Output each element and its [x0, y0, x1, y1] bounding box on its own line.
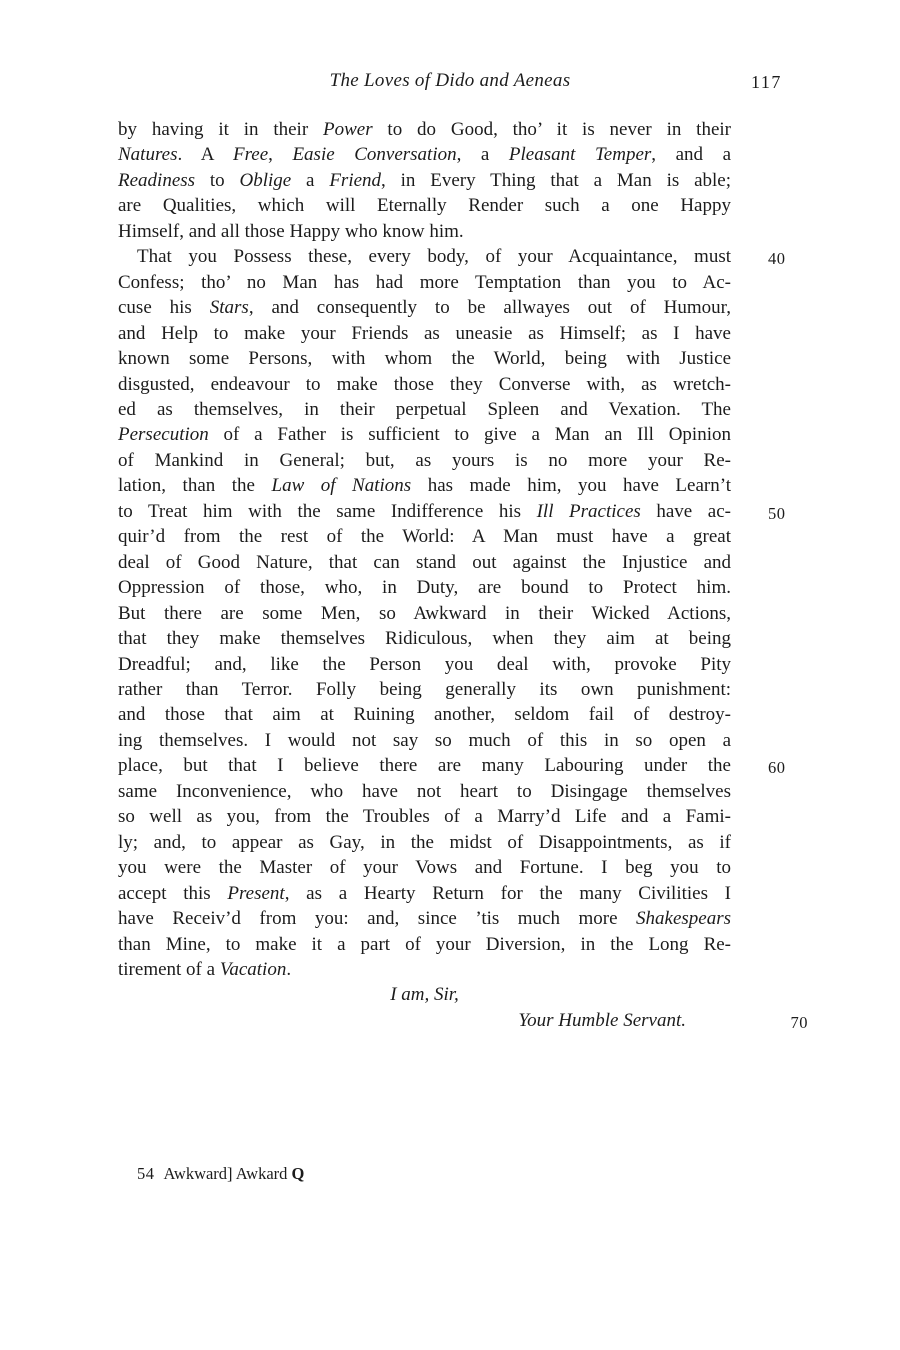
text-run: of Mankind in General; but, as yours is no more your Re- [118, 449, 731, 471]
text-line [118, 219, 731, 244]
textual-note-siglum: Q [291, 1164, 305, 1183]
text-run: quir’d from the rest of the World: A Man must have a great [118, 526, 731, 548]
text-line [118, 652, 731, 677]
text-run: have Receiv’d from you: and, since ’tis much more [118, 908, 637, 930]
text-line [118, 372, 731, 397]
text-run: disgusted, endeavour to make those they Converse with, as wretch- [118, 373, 731, 395]
italic-text-run: I am, Sir, [390, 984, 459, 1006]
text-run: , and a [651, 144, 732, 166]
text-line [118, 753, 786, 778]
text-line [118, 422, 731, 447]
text-line [118, 575, 731, 600]
italic-text-run: Friend [329, 169, 382, 191]
text-run: rather than Terror. Folly being generally its own punishment: [118, 678, 731, 700]
text-run: than Mine, to make it a part of your Diversion, in the Long Re- [118, 933, 731, 955]
text-run: , and consequently to be allwayes out of Humour, [248, 297, 732, 319]
italic-text-run: Stars [209, 297, 249, 319]
margin-line-number: 70 [790, 1012, 808, 1032]
margin-line-number: 60 [768, 758, 786, 778]
text-line [118, 779, 731, 804]
text-run: so well as you, from the Troubles of a Marry’d Life and a Fami- [118, 806, 731, 828]
text-run: Himself, and all those Happy who know him. [118, 220, 464, 242]
text-line [118, 830, 731, 855]
text-run: to Treat him with the same Indifference his [118, 500, 537, 522]
text-run: Oppression of those, who, in Duty, are bound to Protect him. [118, 577, 731, 599]
page-number: 117 [751, 72, 782, 92]
text-block [118, 117, 808, 1033]
text-line [118, 626, 731, 651]
textual-note [137, 1164, 304, 1184]
text-line [118, 957, 731, 982]
text-run: accept this [118, 882, 228, 904]
text-run: Dreadful; and, like the Person you deal with, provoke Pity [118, 653, 731, 675]
italic-text-run: Free [232, 144, 269, 166]
text-run: are Qualities, which will Eternally Render such a one Happy [118, 195, 731, 217]
text-run: ed as themselves, in their perpetual Spleen and Vexation. The [118, 398, 731, 420]
text-line [118, 702, 731, 727]
italic-text-run: Readiness [118, 169, 196, 191]
text-line [118, 168, 731, 193]
text-run: same Inconvenience, who have not heart to Disingage themselves [118, 780, 731, 802]
text-run: cuse his [118, 297, 210, 319]
text-line [118, 906, 731, 931]
text-line [118, 295, 731, 320]
text-run: But there are some Men, so Awkward in their Wicked Actions, [118, 602, 731, 624]
text-run: lation, than the [118, 475, 272, 497]
italic-text-run: Persecution [118, 424, 209, 446]
text-line [118, 932, 731, 957]
text-line [118, 499, 786, 524]
text-line [118, 397, 731, 422]
text-run: ing themselves. I would not say so much of this in so open a [118, 729, 731, 751]
text-line [118, 601, 731, 626]
italic-text-run: Your Humble Servant. [518, 1009, 686, 1031]
text-line [118, 1008, 808, 1033]
text-line [118, 270, 731, 295]
text-run: . [286, 958, 292, 980]
text-line [118, 550, 731, 575]
text-run: place, but that I believe there are many Labouring under the [118, 755, 731, 777]
text-run: by having it in their [118, 119, 323, 140]
italic-text-run: Vacation [219, 958, 287, 980]
text-run: of a Father is sufficient to give a Man an Ill Opinion [208, 424, 731, 446]
text-run: that they make themselves Ridiculous, when they aim at being [118, 628, 731, 650]
italic-text-run: Easie Conversation [292, 144, 457, 166]
text-line [118, 982, 731, 1007]
text-run: That you Possess these, every body, of your Acquaintance, must [137, 246, 731, 268]
margin-line-number: 40 [768, 249, 786, 269]
text-line [118, 142, 731, 167]
running-head [0, 70, 900, 96]
text-run: deal of Good Nature, that can stand out against the Injustice and [118, 551, 731, 573]
italic-text-run: Ill Practices [536, 500, 641, 522]
text-run: ly; and, to appear as Gay, in the midst of Disappointments, as if [118, 831, 731, 853]
text-run: . A [177, 144, 233, 166]
text-run: Confess; tho’ no Man has had more Temptation than you to Ac- [118, 271, 731, 293]
text-line [118, 244, 786, 269]
text-line [118, 117, 731, 142]
text-line [118, 881, 731, 906]
running-head-title: The Loves of Dido and Aeneas [329, 70, 571, 91]
text-line [118, 321, 731, 346]
text-run: , in Every Thing that a Man is able; [381, 169, 731, 191]
text-run: and those that aim at Ruining another, seldom fail of destroy- [118, 704, 731, 726]
text-line [118, 346, 731, 371]
italic-text-run: Present [227, 882, 285, 904]
italic-text-run: Natures [118, 144, 178, 166]
italic-text-run: Pleasant Temper [508, 144, 652, 166]
text-line [118, 804, 731, 829]
italic-text-run: Power [323, 119, 373, 140]
text-run: a [291, 169, 330, 191]
text-run: , [268, 144, 293, 166]
text-line [118, 473, 731, 498]
text-line [118, 448, 731, 473]
text-line [118, 855, 731, 880]
text-run: tirement of a [118, 958, 220, 980]
text-run: you were the Master of your Vows and Fortune. I beg you to [118, 857, 731, 879]
text-run: , as a Hearty Return for the many Civilities I [284, 882, 732, 904]
text-line [118, 193, 731, 218]
text-run: , a [456, 144, 509, 166]
text-line [118, 677, 731, 702]
textual-note-entry: Awkward] Awkard [163, 1164, 288, 1183]
italic-text-run: Oblige [239, 169, 292, 191]
text-run: known some Persons, with whom the World, being with Justice [118, 348, 731, 370]
text-run: has made him, you have Learn’t [411, 475, 731, 497]
textual-note-line-ref: 54 [137, 1164, 155, 1183]
text-run: have ac- [640, 500, 731, 522]
italic-text-run: Shakespears [636, 908, 731, 930]
text-run: and Help to make your Friends as uneasie as Himself; as I have [118, 322, 731, 344]
text-run: to [195, 169, 240, 191]
text-line [118, 524, 731, 549]
text-line [118, 728, 731, 753]
margin-line-number: 50 [768, 503, 786, 523]
text-run: to do Good, tho’ it is never in their [372, 119, 731, 140]
italic-text-run: Law of Nations [271, 475, 412, 497]
